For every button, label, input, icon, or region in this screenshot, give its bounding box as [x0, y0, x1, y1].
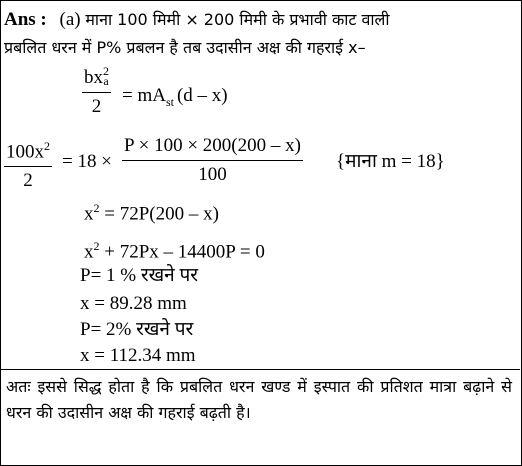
conclusion-text: अतः इससे सिद्ध होता है कि प्रबलित धरन खण्ड में इस्पात की प्रतिशत मात्रा बढ़ाने से धरन की उदासीन अक्ष की गहराई बढ़ती है।	[6, 377, 512, 422]
case2-value: x = 112.34 mm	[80, 345, 196, 366]
eq1-fraction	[82, 66, 111, 119]
eq1-rhs: = $mA_{st}$ (d – x)	[122, 85, 228, 109]
intro-text-1: माना 100 मिमी × 200 मिमी के प्रभावी काट वाली	[85, 10, 390, 29]
eq1-numerator: bx 2 a	[84, 64, 109, 88]
eq1-denominator: 2	[91, 96, 102, 117]
intro-line-2: प्रबलित धरन में P% प्रबलन है तब उदासीन अक्ष की गहराई x–	[4, 38, 366, 57]
eq2-big-numerator: P × 100 × 200(200 – x)	[124, 135, 301, 156]
eq4: $x^2 + 72Px - 14400P = 0$	[84, 239, 265, 263]
eq2-denominator: 2	[23, 170, 33, 192]
case1-value: x = 89.28 mm	[80, 293, 187, 314]
eq3: $x^2 = 72P(200 - x)$	[84, 201, 219, 225]
eq2-numerator: $100x^2$	[6, 139, 50, 163]
case1-label: P= 1 % रखने पर	[80, 265, 199, 286]
section-divider	[0, 369, 520, 370]
eq2-middle: = 18 ×	[62, 151, 112, 172]
case2-label: P= 2% रखने पर	[80, 319, 194, 340]
intro-line-1	[4, 8, 390, 32]
eq2-note: {माना m = 18}	[336, 151, 445, 172]
eq2-big-denominator: 100	[198, 164, 227, 185]
eq2-fraction	[4, 134, 52, 193]
eq2-big-fraction	[122, 134, 303, 187]
part-label: (a)	[59, 9, 81, 30]
answer-label: Ans :	[4, 9, 47, 30]
